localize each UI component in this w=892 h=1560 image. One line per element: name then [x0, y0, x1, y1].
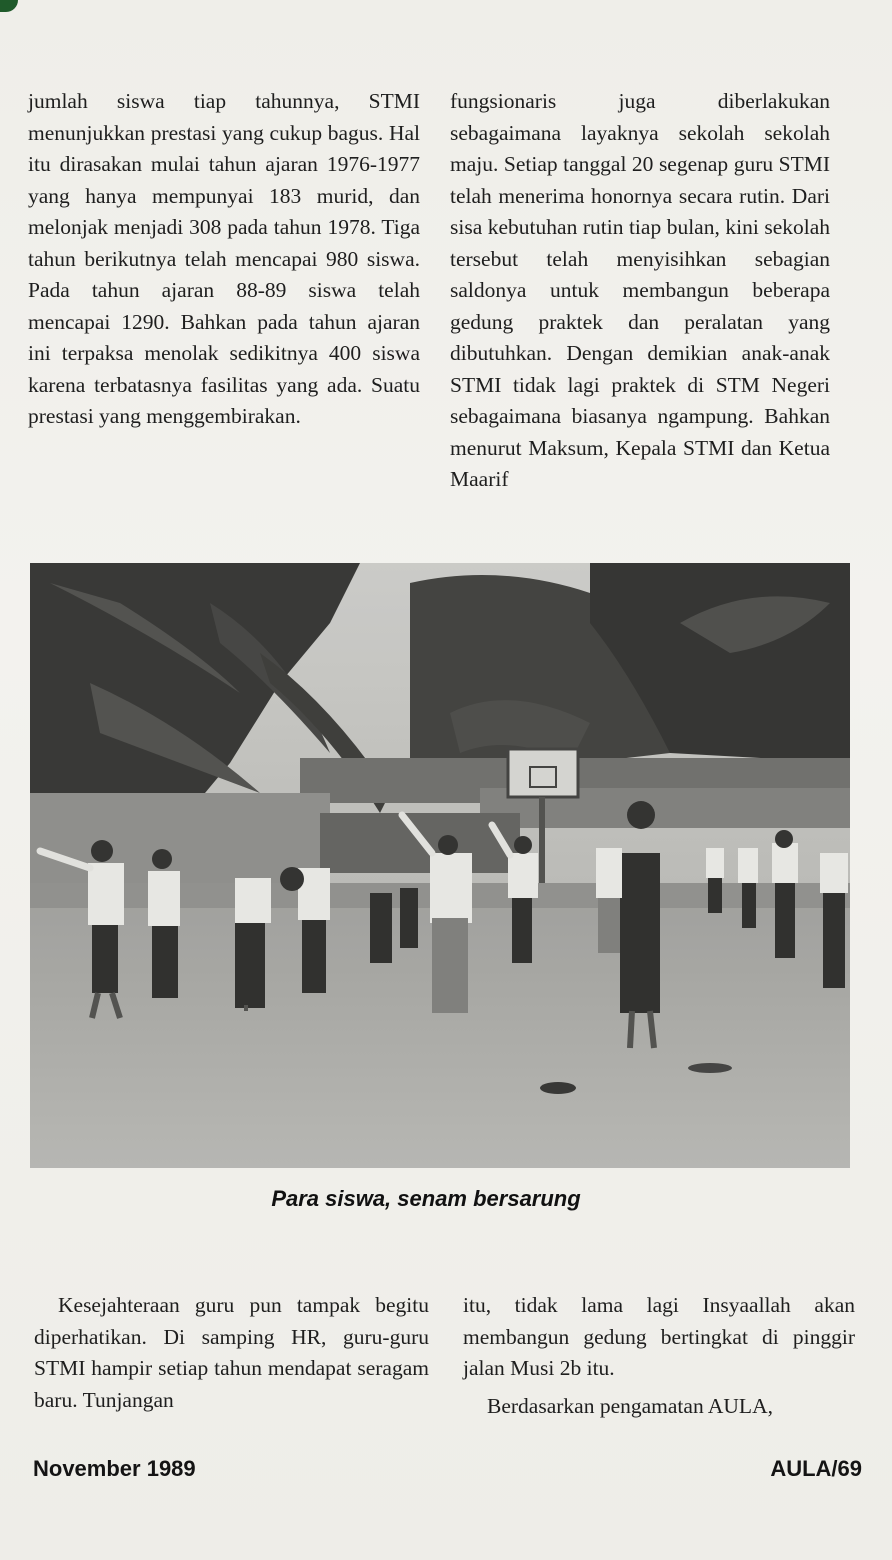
- article-column-top-right: [450, 86, 830, 496]
- paragraph: Berdasarkan pengamatan AULA,: [487, 1393, 773, 1418]
- paragraph: Kesejahteraan guru pun tampak begitu diperhatikan. Di samping HR, guru-guru STMI hampir setiap tahun mendapat seragam baru. Tunjangan: [34, 1293, 429, 1412]
- article-column-bottom-left: [34, 1290, 429, 1416]
- paragraph: itu, tidak lama lagi Insyaallah akan membangun gedung bertingkat di pinggir jalan Musi 2b itu.: [463, 1293, 855, 1380]
- article-column-top-left: [28, 86, 420, 433]
- photo-caption: Para siswa, senam bersarung: [271, 1186, 581, 1211]
- paragraph: jumlah siswa tiap tahunnya, STMI menunjukkan prestasi yang cukup bagus. Hal itu dirasakan mulai tahun ajaran 1976-1977 yang hanya mempunyai 183 murid, dan melonjak menjadi 308 pada tahun 1978. Tiga tahun berikutnya telah mencapai 980 siswa. Pada tahun ajaran 88-89 siswa telah mencapai 1290. Bahkan pada tahun ajaran ini terpaksa menolak sedikitnya 400 siswa karena terbatasnya fasilitas yang ada. Suatu prestasi yang menggembirakan.: [28, 89, 420, 428]
- paragraph: fungsionaris juga diberlakukan sebagaimana layaknya sekolah sekolah maju. Setiap tanggal 20 segenap guru STMI telah menerima honornya secara rutin. Dari sisa kebutuhan rutin tiap bulan, kini sekolah tersebut telah menyisihkan sebagian saldonya untuk membangun beberapa gedung praktek dan peralatan yang dibutuhkan. Dengan demikian anak-anak STMI tidak lagi praktek di STM Negeri sebagaimana biasanya ngampung. Bahkan menurut Maksum, Kepala STMI dan Ketua Maarif: [450, 89, 830, 491]
- issue-date: November 1989: [33, 1456, 196, 1481]
- corner-mark: [0, 0, 18, 12]
- page-number: AULA/69: [770, 1456, 862, 1481]
- article-column-bottom-right: [463, 1290, 855, 1422]
- article-photo: [30, 563, 850, 1168]
